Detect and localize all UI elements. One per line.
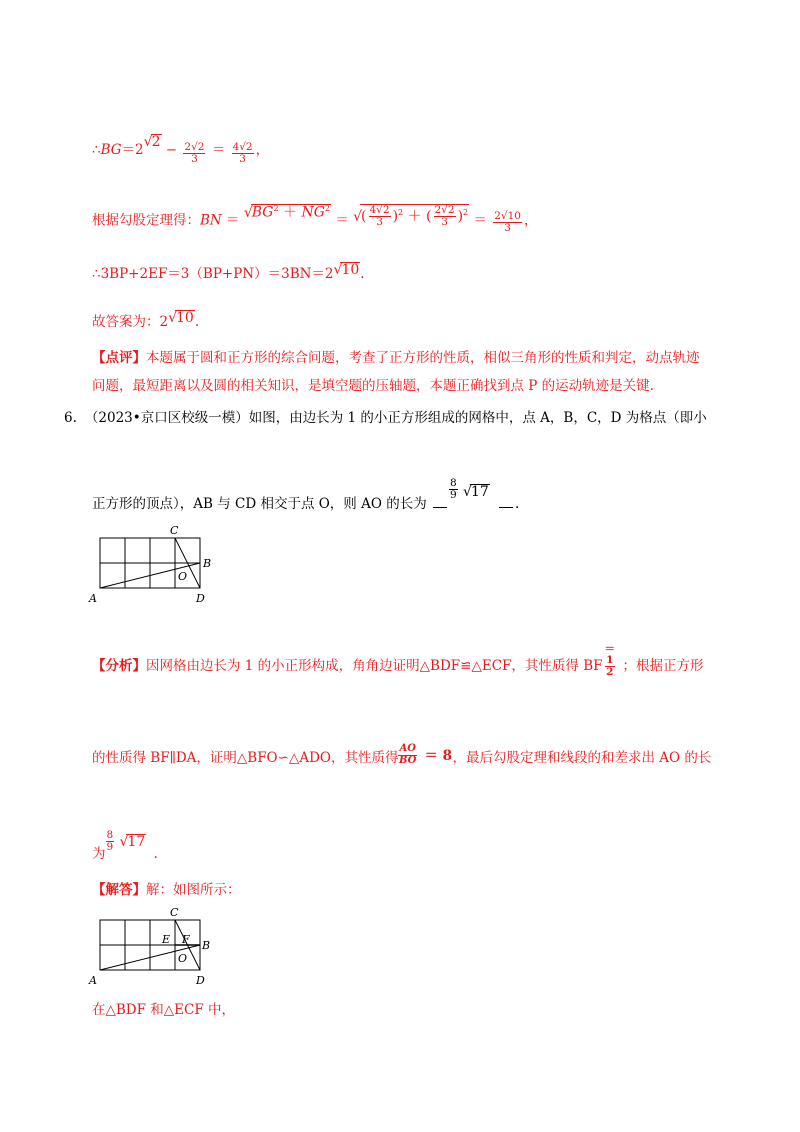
answer-blank-right [499, 507, 513, 508]
label-c: C [170, 906, 179, 919]
sqrt-2: √2 [143, 134, 161, 150]
label-d: D [196, 592, 205, 605]
fraction-4root2-3: $\frac{4√2}{3}$ [232, 141, 253, 166]
minus: − [161, 142, 182, 158]
eq: ＝ [221, 212, 244, 229]
sqrt-bg-ng: $√BG^2 + NG^2$ [243, 204, 331, 221]
analysis-line-2: 的性质得 BF∥DA，证明△BFO∽△ADO，其性质得 AO BO ＝ 8 ，最后勾股定理和线段的和差求出 AO 的长 [92, 743, 712, 766]
last-text: 在△BDF 和△ECF 中， [92, 1002, 236, 1018]
comment-text: 本题属于圆和正方形的综合问题，考查了正方形的性质，相似三角形的性质和判定，动点轨迹 [146, 350, 700, 366]
end: . [515, 496, 520, 512]
eq2: ＝ [207, 142, 230, 158]
fraction-2root2-3: $\frac{2√2}{3}$ [184, 141, 205, 166]
sqrt-10: √10 [333, 262, 360, 278]
eq-text: ＝2 [121, 142, 144, 158]
analysis-tag: 【分析】 [92, 658, 146, 674]
question-source: （2023•京口区校级一模） [84, 410, 249, 426]
label-e: E [162, 933, 171, 946]
analysis-text-2b: ，最后勾股定理和线段的和差求出 AO 的长 [452, 750, 712, 766]
label-b: B [202, 939, 211, 952]
comment-tag: 【点评】 [92, 350, 146, 366]
analysis-text-1: 因网格由边长为 1 的小正形构成，角角边证明△BDF≌△ECF，其性质得 BF [146, 658, 603, 674]
question-text: 如图，由边长为 1 的小正方形组成的网格中，点 A，B，C，D 为格点（即小 [248, 410, 707, 426]
end: . [194, 314, 200, 330]
end: . [153, 846, 158, 862]
analysis-line-3: 为 8 9 √17 . [92, 829, 158, 862]
solution-tag: 【解答】 [92, 882, 146, 898]
answer-text: 故答案为：2 [92, 314, 169, 330]
eq-b: ＝ [331, 212, 354, 229]
bn-label: BN [200, 212, 222, 229]
analysis-text-2: 的性质得 BF∥DA，证明△BFO∽△ADO，其性质得 [92, 750, 399, 766]
question-6-line-2: 正方形的顶点），AB 与 CD 相交于点 O，则 AO 的长为 8 9 √17 . [92, 477, 520, 512]
grid-figure-1 [86, 522, 218, 606]
label-d: D [196, 974, 205, 987]
label-f: F [182, 933, 190, 946]
end: . [360, 266, 365, 282]
analysis-text-3: 为 [92, 846, 106, 862]
pythagoras-text: 根据勾股定理得： [92, 212, 200, 229]
question-6-line-1 [64, 412, 707, 426]
fraction-2root10-3: $\frac{2√10}{3}$ [494, 209, 521, 234]
bg-label: BG [100, 142, 122, 158]
line-answer [92, 310, 199, 330]
line-3bp [92, 262, 365, 282]
end: ， [523, 212, 538, 229]
sqrt-10-answer: √10 [168, 310, 194, 326]
line-bg [92, 134, 269, 165]
analysis-line-1: 【分析】因网格由边长为 1 的小正形构成，角角边证明△BDF≌△ECF，其性质得 BF ＝ 1 2 ；根据正方形 [92, 643, 704, 679]
grid-figure-2 [86, 904, 218, 988]
label-o: O [178, 952, 188, 965]
sqrt-fractions: √( $\frac{4√2}{3}$ )$^2$ ＋ ( $\frac{2√2}{3}$ )$^2$ [353, 204, 469, 229]
end: ， [255, 142, 270, 158]
line-bn [92, 204, 537, 234]
answer-blank-left [433, 507, 447, 508]
sum-text: ∴3BP+2EF＝3（BP+PN）＝3BN＝2 [92, 266, 334, 282]
question-text-2: 正方形的顶点），AB 与 CD 相交于点 O，则 AO 的长为 [92, 496, 427, 512]
line-comment-1 [92, 352, 700, 366]
eq-c: ＝ [469, 212, 492, 229]
last-line [92, 1004, 235, 1018]
analysis-text-1b: ；根据正方形 [622, 658, 704, 674]
solution-text: 解：如图所示： [146, 882, 241, 898]
line-comment-2 [92, 380, 654, 394]
question-number: 6. [64, 410, 77, 426]
label-o: O [178, 570, 188, 583]
therefore-symbol: ∴ [92, 142, 101, 158]
label-a: A [89, 592, 97, 605]
comment-text-2: 问题，最短距离以及圆的相关知识，是填空题的压轴题，本题正确找到点 P 的运动轨迹是关键. [92, 378, 654, 394]
solution-line [92, 884, 241, 898]
label-c: C [170, 524, 179, 537]
label-a: A [89, 974, 97, 987]
label-b: B [203, 557, 212, 570]
